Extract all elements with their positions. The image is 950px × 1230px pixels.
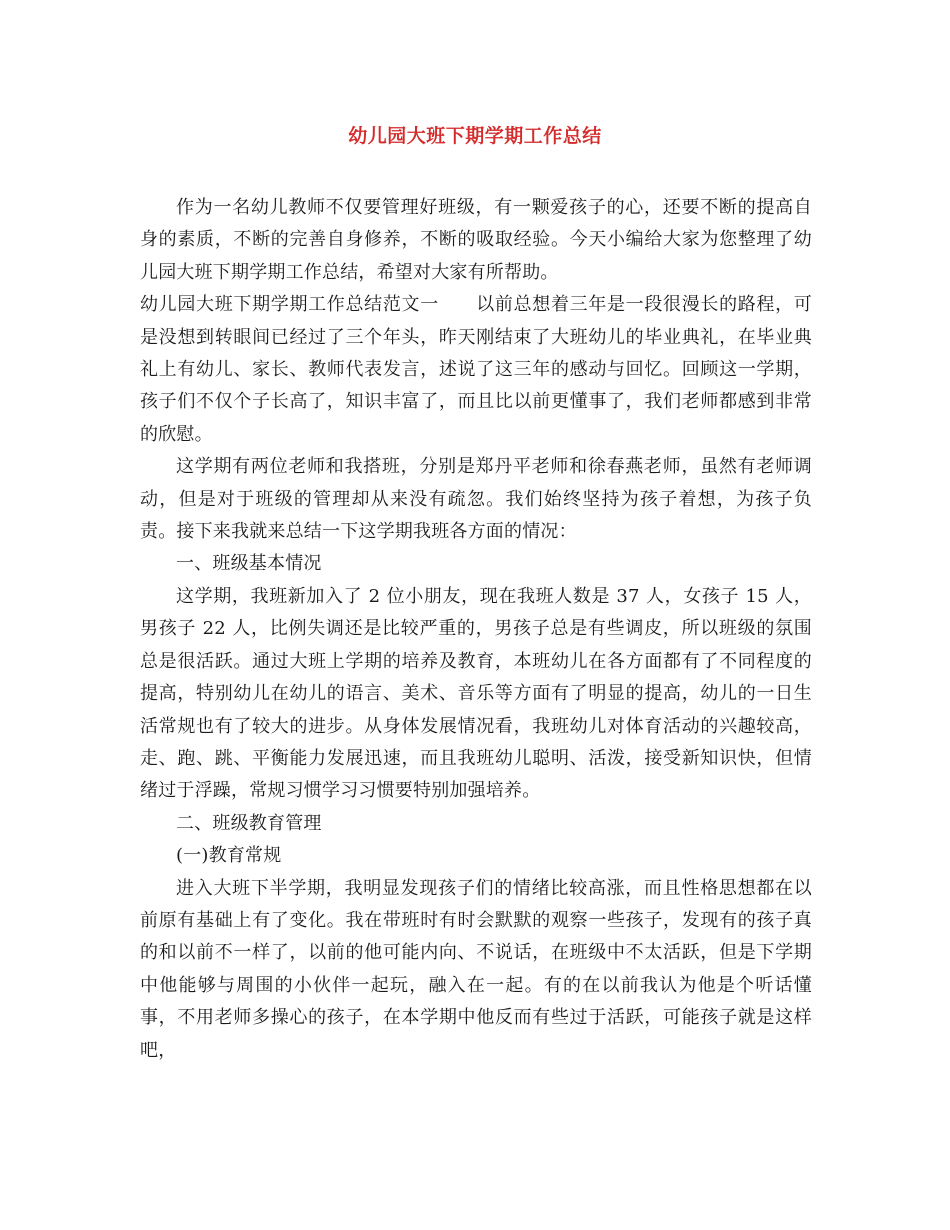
paragraph-sample-one: 幼儿园大班下期学期工作总结范文一 以前总想着三年是一段很漫长的路程，可是没想到转眼间已经过了三个年头，昨天刚结束了大班幼儿的毕业典礼，在毕业典礼上有幼儿、家长、教师代表发言，述说了这三年的感动与回忆。回顾这一学期，孩子们不仅个子长高了，知识丰富了，而且比以前更懂事了，我们老师都感到非常的欣慰。 [140,294,812,445]
section-heading-basic-situation: 一、班级基本情况 [176,553,322,575]
paragraph-education-routine: 进入大班下半学期，我明显发现孩子们的情绪比较高涨，而且性格思想都在以前原有基础上有了变化。我在带班时有时会默默的观察一些孩子，发现有的孩子真的和以前不一样了，以前的他可能内向、不说话，在班级中不太活跃，但是下学期中他能够与周围的小伙伴一起玩，融入在一起。有的在以前我认为他是个听话懂事，不用老师多操心的孩子，在本学期中他反而有些过于活跃，可能孩子就是这样吧， [140,877,812,1061]
document-title: 幼儿园大班下期学期工作总结 [348,125,602,147]
paragraph-teachers: 这学期有两位老师和我搭班，分别是郑丹平老师和徐春燕老师，虽然有老师调动，但是对于班级的管理却从来没有疏忽。我们始终坚持为孩子着想，为孩子负责。接下来我就来总结一下这学期我班各方面的情况： [140,456,812,543]
paragraph-basic-situation: 这学期，我班新加入了 2 位小朋友，现在我班人数是 37 人，女孩子 15 人，男孩子 22 人，比例失调还是比较严重的，男孩子总是有些调皮，所以班级的氛围总是很活跃。通过大班上学期的培养及教育，本班幼儿在各方面都有了不同程度的提高，特别幼儿在幼儿的语言、美术、音乐等方面有了明显的提高，幼儿的一日生活常规也有了较大的进步。从身体发展情况看，我班幼儿对体育活动的兴趣较高，走、跑、跳、平衡能力发展迅速，而且我班幼儿聪明、活泼，接受新知识快，但情绪过于浮躁，常规习惯学习习惯要特别加强培养。 [140,585,812,802]
subsection-heading-education-routine: (一)教育常规 [176,845,282,867]
document-body [140,192,812,1067]
section-heading-education-management: 二、班级教育管理 [176,812,322,834]
paragraph-intro: 作为一名幼儿教师不仅要管理好班级，有一颗爱孩子的心，还要不断的提高自身的素质，不断的完善自身修养，不断的吸取经验。今天小编给大家为您整理了幼儿园大班下期学期工作总结，希望对大家有所帮助。 [140,197,812,283]
